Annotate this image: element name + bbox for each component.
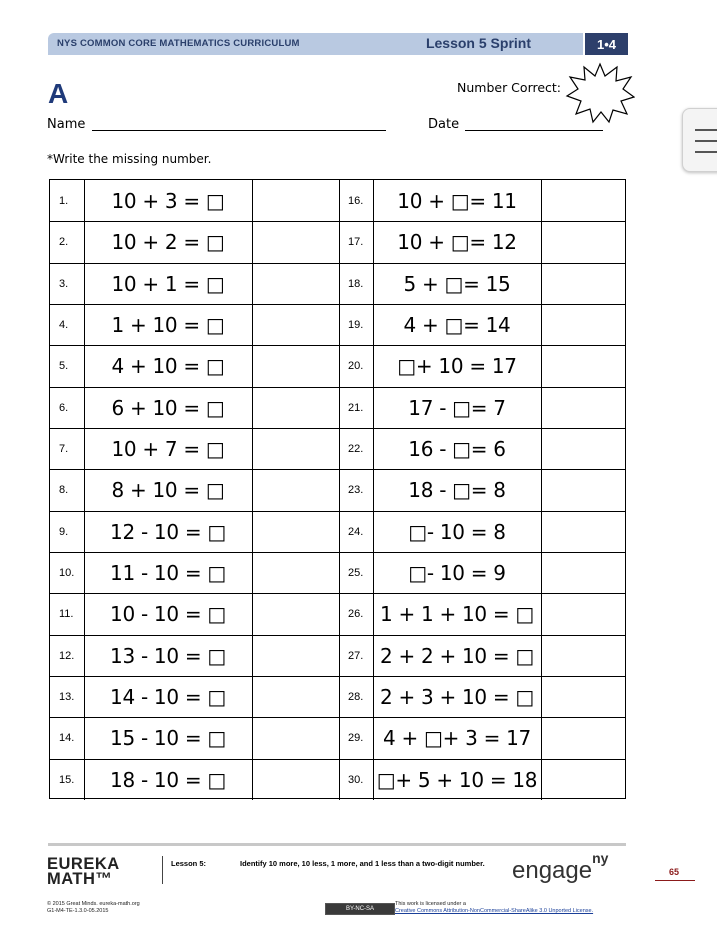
problem-expression: 18 - □= 8 (408, 478, 506, 503)
problem-expression: 2 + 3 + 10 = □ (379, 685, 534, 710)
grid-line (373, 305, 374, 345)
problem-expression: 10 + 3 = □ (111, 188, 225, 213)
grid-line (252, 636, 253, 676)
grid-line (373, 677, 374, 717)
grid-line (84, 677, 85, 717)
problem-number: 30. (348, 773, 364, 786)
problem-number: 9. (59, 525, 69, 538)
grid-line (541, 222, 542, 262)
footer-divider-rule (48, 843, 626, 846)
number-correct-label: Number Correct: (457, 80, 562, 95)
problem-expression: 15 - 10 = □ (110, 726, 226, 751)
problem-row (50, 717, 625, 758)
problem-row (50, 180, 625, 221)
grid-line (84, 512, 85, 552)
answer-space[interactable] (541, 636, 625, 676)
grid-line (84, 346, 85, 386)
problem-expression: 10 + □= 12 (397, 230, 517, 255)
problem-row (50, 263, 625, 304)
grid-line (339, 180, 340, 221)
instructions: *Write the missing number. (47, 152, 212, 166)
grid-line (84, 180, 85, 221)
footer-lesson-description: Identify 10 more, 10 less, 1 more, and 1 less than a two-digit number. (240, 859, 485, 868)
grid-line (373, 636, 374, 676)
grid-line (252, 346, 253, 386)
problem-expression: 4 + □+ 3 = 17 (383, 726, 531, 751)
starburst-icon (565, 62, 635, 124)
grid-line (252, 222, 253, 262)
answer-space[interactable] (541, 180, 625, 221)
problem-row (50, 676, 625, 717)
page-number: 65 (669, 867, 680, 877)
grid-line (373, 553, 374, 593)
grid-line (252, 760, 253, 800)
answer-space[interactable] (541, 264, 625, 304)
grid-line (339, 594, 340, 634)
grid-line (541, 760, 542, 800)
answer-space[interactable] (252, 636, 339, 676)
menu-icon[interactable] (682, 108, 717, 172)
problem-expression: 10 - 10 = □ (110, 602, 226, 627)
answer-space[interactable] (541, 429, 625, 469)
grid-line (84, 470, 85, 510)
grid-line (373, 512, 374, 552)
grid-line (339, 305, 340, 345)
problem-expression: 10 + 2 = □ (111, 230, 225, 255)
grid-line (541, 346, 542, 386)
grid-line (541, 677, 542, 717)
engageny-logo: engage$^{ny}$ (512, 850, 609, 884)
answer-space[interactable] (252, 512, 339, 552)
problem-row (50, 221, 625, 262)
grid-line (84, 594, 85, 634)
grid-line (339, 429, 340, 469)
grid-line (373, 264, 374, 304)
answer-space[interactable] (252, 429, 339, 469)
problem-expression: 2 + 2 + 10 = □ (379, 643, 534, 668)
problem-expression: 4 + 10 = □ (111, 354, 225, 379)
answer-space[interactable] (541, 594, 625, 634)
problem-number: 19. (348, 319, 364, 332)
grid-line (252, 718, 253, 758)
grid-line (84, 222, 85, 262)
problem-row (50, 345, 625, 386)
answer-space[interactable] (252, 677, 339, 717)
grid-line (252, 305, 253, 345)
grid-line (541, 636, 542, 676)
grid-line (252, 512, 253, 552)
grid-line (84, 636, 85, 676)
problem-number: 12. (59, 649, 75, 662)
grid-line (339, 346, 340, 386)
grid-line (339, 264, 340, 304)
problem-row (50, 593, 625, 634)
problem-number: 28. (348, 691, 364, 704)
problem-row (50, 635, 625, 676)
grid-line (373, 388, 374, 428)
answer-space[interactable] (252, 470, 339, 510)
answer-space[interactable] (252, 346, 339, 386)
module-badge: 1•4 (585, 33, 628, 55)
page-number-underline (655, 880, 695, 881)
problem-number: 2. (59, 236, 69, 249)
name-label: Name (47, 117, 86, 132)
problem-expression: 6 + 10 = □ (111, 395, 225, 420)
grid-line (339, 470, 340, 510)
sprint-letter: A (48, 78, 69, 109)
grid-line (339, 388, 340, 428)
problem-number: 14. (59, 732, 75, 745)
problem-expression: 10 + 7 = □ (111, 437, 225, 462)
grid-line (84, 264, 85, 304)
grid-line (339, 553, 340, 593)
grid-line (339, 718, 340, 758)
footer-divider (162, 856, 163, 884)
problem-number: 29. (348, 732, 364, 745)
problem-number: 15. (59, 773, 75, 786)
answer-space[interactable] (541, 512, 625, 552)
problem-number: 23. (348, 484, 364, 497)
grid-line (84, 305, 85, 345)
problem-number: 10. (59, 567, 75, 580)
problem-expression: 5 + □= 15 (403, 271, 511, 296)
problem-number: 3. (59, 277, 69, 290)
problem-number: 26. (348, 608, 364, 621)
problem-number: 16. (348, 194, 364, 207)
problem-number: 7. (59, 443, 69, 456)
problem-number: 1. (59, 194, 69, 207)
creative-commons-icon: BY-NC-SA (325, 903, 395, 915)
copyright-text: © 2015 Great Minds. eureka-math.org G1-M4-TE-1.3.0-05.2015 (47, 901, 140, 914)
answer-space[interactable] (252, 264, 339, 304)
problem-row (50, 552, 625, 593)
grid-line (541, 264, 542, 304)
problem-expression: 16 - □= 6 (408, 437, 506, 462)
problem-row (50, 759, 625, 800)
problem-number: 5. (59, 360, 69, 373)
problem-expression: □- 10 = 8 (408, 519, 506, 544)
problem-number: 6. (59, 401, 69, 414)
problem-expression: 14 - 10 = □ (110, 685, 226, 710)
grid-line (84, 388, 85, 428)
grid-line (252, 388, 253, 428)
answer-space[interactable] (541, 760, 625, 800)
problem-number: 11. (59, 608, 74, 621)
answer-space[interactable] (252, 180, 339, 221)
curriculum-title: NYS COMMON CORE MATHEMATICS CURRICULUM (57, 38, 300, 49)
problem-expression: 11 - 10 = □ (110, 561, 226, 586)
grid-line (339, 760, 340, 800)
grid-line (541, 594, 542, 634)
grid-line (339, 636, 340, 676)
problem-expression: □- 10 = 9 (408, 561, 506, 586)
problem-number: 22. (348, 443, 364, 456)
answer-space[interactable] (252, 594, 339, 634)
problem-number: 20. (348, 360, 364, 373)
answer-space[interactable] (252, 553, 339, 593)
problem-number: 21. (348, 401, 364, 414)
answer-space[interactable] (541, 388, 625, 428)
problem-number: 4. (59, 319, 69, 332)
grid-line (373, 594, 374, 634)
answer-space[interactable] (252, 388, 339, 428)
grid-line (373, 429, 374, 469)
lesson-title: Lesson 5 Sprint (425, 35, 531, 51)
grid-line (84, 718, 85, 758)
grid-line (252, 677, 253, 717)
grid-line (541, 180, 542, 221)
grid-line (541, 512, 542, 552)
grid-line (84, 760, 85, 800)
problem-number: 24. (348, 525, 364, 538)
problem-row (50, 304, 625, 345)
problem-expression: □+ 10 = 17 (397, 354, 517, 379)
problem-expression: 12 - 10 = □ (110, 519, 226, 544)
answer-space[interactable] (541, 677, 625, 717)
header-bar (48, 33, 583, 55)
grid-line (541, 429, 542, 469)
grid-line (252, 180, 253, 221)
problem-number: 8. (59, 484, 69, 497)
problem-number: 18. (348, 277, 364, 290)
grid-line (339, 677, 340, 717)
grid-line (339, 512, 340, 552)
problem-number: 25. (348, 567, 364, 580)
answer-space[interactable] (252, 305, 339, 345)
grid-line (541, 305, 542, 345)
grid-line (252, 553, 253, 593)
grid-line (252, 470, 253, 510)
answer-space[interactable] (252, 718, 339, 758)
grid-line (84, 429, 85, 469)
date-field[interactable] (465, 130, 603, 131)
footer-lesson-label: Lesson 5: (171, 859, 207, 868)
grid-line (252, 594, 253, 634)
problem-expression: 10 + 1 = □ (111, 271, 225, 296)
eureka-math-logo: EUREKA MATH™ (47, 855, 120, 888)
problem-expression: 10 + □= 11 (397, 188, 517, 213)
problem-number: 27. (348, 649, 364, 662)
header-banner (48, 33, 628, 55)
problem-row (50, 428, 625, 469)
grid-line (252, 264, 253, 304)
answer-space[interactable] (541, 346, 625, 386)
answer-space[interactable] (541, 222, 625, 262)
problem-number: 13. (59, 691, 75, 704)
problem-expression: □+ 5 + 10 = 18 (376, 767, 538, 792)
license-text[interactable]: This work is licensed under a Creative Commons Attribution-NonCommercial-ShareAlike 3.0 Unported License. (395, 901, 594, 914)
problem-expression: 18 - 10 = □ (110, 767, 226, 792)
grid-line (373, 718, 374, 758)
grid-line (373, 470, 374, 510)
answer-space[interactable] (541, 470, 625, 510)
grid-line (373, 760, 374, 800)
grid-line (252, 429, 253, 469)
problem-grid (49, 179, 626, 799)
grid-line (373, 222, 374, 262)
grid-line (541, 388, 542, 428)
problem-expression: 17 - □= 7 (408, 395, 506, 420)
name-field[interactable] (92, 130, 386, 131)
problem-expression: 1 + 10 = □ (111, 313, 225, 338)
grid-line (339, 222, 340, 262)
grid-line (541, 553, 542, 593)
date-label: Date (428, 117, 460, 132)
problem-row (50, 511, 625, 552)
problem-expression: 13 - 10 = □ (110, 643, 226, 668)
problem-expression: 1 + 1 + 10 = □ (379, 602, 534, 627)
problem-number: 17. (348, 236, 364, 249)
answer-space[interactable] (541, 718, 625, 758)
problem-row (50, 387, 625, 428)
answer-space[interactable] (252, 222, 339, 262)
problem-expression: 8 + 10 = □ (111, 478, 225, 503)
problem-row (50, 469, 625, 510)
answer-space[interactable] (252, 760, 339, 800)
grid-line (373, 346, 374, 386)
answer-space[interactable] (541, 553, 625, 593)
grid-line (541, 470, 542, 510)
grid-line (84, 553, 85, 593)
grid-line (373, 180, 374, 221)
grid-line (541, 718, 542, 758)
problem-expression: 4 + □= 14 (403, 313, 511, 338)
answer-space[interactable] (541, 305, 625, 345)
